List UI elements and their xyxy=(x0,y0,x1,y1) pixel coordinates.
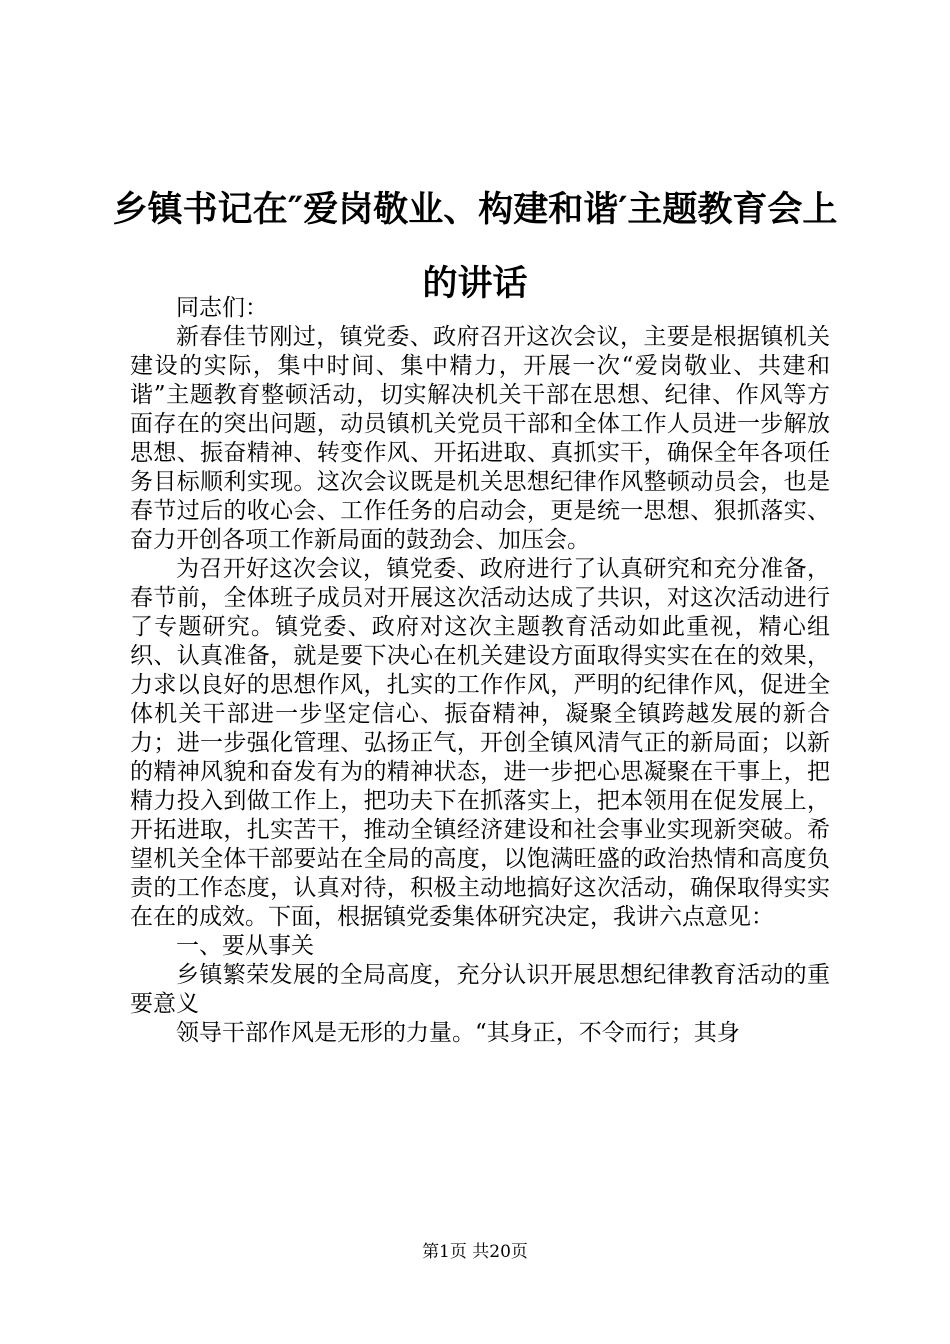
section-heading-1: 一、要从事关 xyxy=(176,933,314,959)
document-body xyxy=(130,294,830,1048)
paragraph-3: 乡镇繁荣发展的全局高度，充分认识开展思想纪律教育活动的重要意义 xyxy=(130,962,830,1017)
paragraph-1: 新春佳节刚过，镇党委、政府召开这次会议，主要是根据镇机关建设的实际，集中时间、集中精力，开展一次“爱岗敬业、共建和谐”主题教育整顿活动，切实解决机关干部在思想、纪律、作风等方面存在的突出问题，动员镇机关党员干部和全体工作人员进一步解放思想、振奋精神、转变作风、开拓进取、真抓实干，确保全年各项任务目标顺利实现。这次会议既是机关思想纪律作风整顿动员会，也是春节过后的收心会、工作任务的启动会，更是统一思想、狠抓落实、奋力开创各项工作新局面的鼓劲会、加压会。 xyxy=(130,324,830,553)
paragraph-4: 领导干部作风是无形的力量。“其身正，不令而行；其身 xyxy=(176,1020,740,1046)
salutation: 同志们： xyxy=(176,295,268,321)
page-footer: 第1页 共20页 xyxy=(422,1242,528,1262)
document-title: 乡镇书记在″爱岗敬业、构建和谐′主题教育会上的讲话 xyxy=(112,189,838,304)
paragraph-2: 为召开好这次会议，镇党委、政府进行了认真研究和充分准备，春节前，全体班子成员对开展这次活动达成了共识，对这次活动进行了专题研究。镇党委、政府对这次主题教育活动如此重视，精心组织、认真准备，就是要下决心在机关建设方面取得实实在在的效果，力求以良好的思想作风，扎实的工作作风，严明的纪律作风，促进全体机关干部进一步坚定信心、振奋精神，凝聚全镇跨越发展的新合力；进一步强化管理、弘扬正气，开创全镇风清气正的新局面；以新的精神风貌和奋发有为的精神状态，进一步把心思凝聚在干事上，把精力投入到做工作上，把功夫下在抓落实上，把本领用在促发展上，开拓进取，扎实苦干，推动全镇经济建设和社会事业实现新突破。希望机关全体干部要站在全局的高度，以饱满旺盛的政治热情和高度负责的工作态度，认真对待，积极主动地搞好这次活动，确保取得实实在在的成效。下面，根据镇党委集体研究决定，我讲六点意见： xyxy=(130,556,830,930)
